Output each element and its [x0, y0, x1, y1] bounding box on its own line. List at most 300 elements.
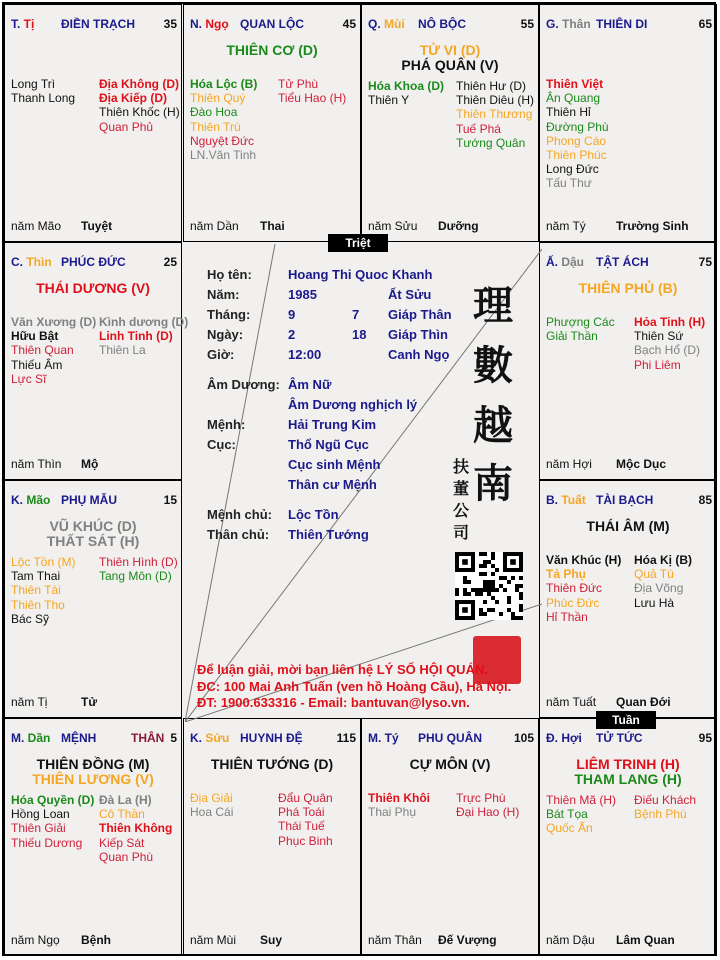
bad-stars-column [99, 77, 180, 134]
qr-module [491, 596, 495, 600]
palace-header [190, 17, 356, 33]
good-stars-column [368, 791, 430, 819]
qr-module [519, 592, 523, 596]
minor-star: Đào Hoa [190, 105, 238, 120]
qr-module [483, 560, 487, 564]
main-star: THÁI ÂM (M) [586, 518, 670, 534]
cuc-note-1: Cục sinh Mệnh [288, 457, 381, 472]
qr-module [483, 600, 487, 604]
minor-star: Nguyệt Đức [190, 133, 255, 148]
truong-sinh-stage: Mộc Dục [616, 457, 667, 471]
calligraphy-logo: 理 [473, 282, 513, 329]
chi-label: Ngọ [205, 17, 229, 31]
minor-star: Thiếu Âm [11, 357, 63, 372]
main-star: THIÊN PHỦ (B) [578, 280, 678, 296]
qr-module [455, 592, 459, 596]
palace-footer [11, 219, 113, 233]
bad-stars-column [99, 555, 178, 583]
chi-label: Dậu [561, 255, 585, 269]
cuc-value: Thổ Ngũ Cục [288, 437, 369, 452]
good-stars-column [11, 77, 75, 105]
truong-sinh-stage: Tử [81, 695, 98, 709]
palace-cell[interactable] [4, 718, 182, 956]
qr-module [463, 576, 467, 580]
minor-star: Địa Võng [634, 581, 684, 596]
thang-label: Tháng: [207, 307, 251, 322]
palace-header [546, 255, 712, 271]
contact-phone-email: ĐT: 1900.633316 - Email: bantuvan@lyso.vn. [197, 695, 470, 710]
am-duong-note: Âm Dương nghịch lý [288, 397, 418, 412]
minor-star: Bạch Hổ (D) [634, 343, 701, 358]
minor-star: Tướng Quân [456, 135, 526, 150]
tieu-han-year: năm Ngọ [11, 933, 60, 947]
qr-module [507, 608, 511, 612]
palace-name: ĐIỀN TRẠCH [61, 17, 135, 31]
minor-star: Điếu Khách [634, 793, 697, 807]
qr-module [519, 596, 523, 600]
palace-name: TẬT ÁCH [596, 255, 649, 269]
qr-module [479, 588, 483, 592]
palace-cell[interactable] [361, 718, 539, 956]
minor-star: Hỏa Tinh (H) [634, 315, 706, 329]
dai-han-number: 55 [520, 17, 534, 31]
can-label: N. [190, 17, 206, 31]
qr-module [511, 612, 515, 616]
palace-name: THIÊN DI [596, 17, 648, 31]
dai-han-number: 25 [163, 255, 177, 269]
than-chu-value: Thiên Tướng [288, 527, 369, 542]
qr-module [462, 559, 468, 565]
palace-cell[interactable] [539, 242, 717, 480]
dai-han-number: 85 [698, 493, 712, 507]
palace-cell[interactable] [539, 718, 717, 956]
truong-sinh-stage: Bệnh [81, 933, 111, 947]
main-stars [540, 757, 716, 787]
minor-star: Thiên Sứ [634, 329, 684, 344]
palace-cell[interactable] [4, 242, 189, 480]
minor-star: Địa Không (D) [99, 77, 179, 91]
minor-star: Phong Cáo [546, 133, 607, 148]
ngay-am: 18 [352, 327, 367, 342]
minor-star: Thiên Y [368, 93, 410, 108]
palace-name: PHU QUÂN [418, 731, 483, 745]
qr-module [479, 564, 483, 568]
tieu-han-year: năm Thân [368, 933, 422, 947]
tuan-marker: Tuần [596, 711, 656, 729]
minor-star: Tiểu Hao (H) [278, 91, 347, 106]
minor-star: LN.Văn Tinh [190, 148, 257, 163]
main-star: TỬ VI (D) [419, 42, 481, 58]
qr-module [519, 604, 523, 608]
good-stars-column [546, 793, 616, 836]
qr-module [483, 572, 487, 576]
palace-header [11, 493, 177, 509]
main-star: THIÊN TƯỚNG (D) [210, 756, 334, 772]
minor-star: Bát Tọa [546, 807, 588, 822]
minor-star: Long Đức [546, 162, 599, 177]
triet-marker: Triệt [328, 234, 388, 252]
chi-label: Dần [27, 731, 51, 745]
palace-name: PHÚC ĐỨC [61, 255, 126, 269]
main-stars [540, 281, 716, 296]
palace-cell[interactable] [4, 480, 182, 718]
minor-star: Quả Tú [634, 567, 674, 582]
minor-star: Phượng Các [546, 315, 615, 329]
minor-star: Trực Phù [456, 791, 506, 805]
menh-label: Mệnh: [207, 417, 246, 432]
good-stars-column [190, 791, 233, 819]
minor-star: Quốc Ấn [546, 821, 593, 836]
minor-star: Tấu Thư [546, 176, 592, 191]
tieu-han-year: năm Mão [11, 219, 62, 233]
minor-star: Giải Thần [546, 329, 598, 344]
qr-module [487, 560, 491, 564]
qr-module [463, 580, 467, 584]
main-star: PHÁ QUÂN (V) [401, 57, 499, 73]
minor-star: Thiên Diêu (H) [456, 93, 535, 108]
bad-stars-column [634, 553, 692, 610]
chi-label: Sửu [205, 731, 230, 745]
palace-footer [368, 219, 479, 233]
minor-star: Thiên Khôi [368, 791, 430, 805]
dai-han-number: 15 [163, 493, 177, 507]
can-label: T. [11, 17, 24, 31]
qr-module [499, 584, 503, 588]
main-stars [184, 43, 360, 58]
cuc-label: Cục: [207, 437, 236, 452]
minor-star: Thiếu Dương [11, 835, 83, 850]
palace-footer [546, 933, 675, 947]
qr-module [491, 564, 495, 568]
minor-star: Hóa Quyền (D) [11, 793, 95, 807]
palace-footer [11, 933, 111, 947]
bad-stars-column [634, 315, 705, 372]
thang-can-chi: Giáp Thân [388, 307, 452, 322]
tieu-han-year: năm Dậu [546, 933, 595, 947]
qr-module [483, 564, 487, 568]
qr-module [510, 559, 516, 565]
minor-star: Tả Phụ [546, 567, 587, 582]
minor-star: Thiên Hình (D) [99, 555, 178, 569]
qr-module [519, 584, 523, 588]
bad-stars-column [99, 793, 172, 864]
minor-star: Bệnh Phù [634, 807, 687, 822]
palace-header [546, 17, 712, 33]
bad-stars-column [634, 793, 696, 821]
can-label: Q. [368, 17, 385, 31]
chi-label: Thân [562, 17, 591, 31]
qr-module [479, 572, 483, 576]
ho-ten-value: Hoang Thi Quoc Khanh [288, 267, 433, 282]
palace-cell[interactable] [183, 718, 361, 956]
main-star: THIÊN LƯƠNG (V) [32, 771, 154, 787]
minor-star: Thiên Tài [11, 583, 61, 598]
palace-header [11, 255, 177, 271]
can-label: B. [546, 493, 562, 507]
minor-star: Quan Phủ [99, 119, 154, 134]
qr-module [455, 588, 459, 592]
minor-star: Thiên Không [99, 821, 173, 836]
palace-header [11, 731, 177, 747]
thang-am: 7 [352, 307, 360, 322]
minor-star: Đại Hao (H) [456, 805, 520, 820]
minor-star: Kiếp Sát [99, 835, 145, 850]
dai-han-number: 45 [342, 17, 356, 31]
palace-cell[interactable] [539, 4, 717, 242]
qr-module [495, 588, 499, 592]
qr-module [519, 616, 523, 620]
qr-module [507, 600, 511, 604]
minor-star: Thiên Mã (H) [546, 793, 617, 807]
minor-star: Địa Giải [190, 791, 233, 805]
dai-han-number: 95 [698, 731, 712, 745]
calligraphy-side: 司 [453, 523, 470, 542]
main-star: CỰ MÔN (V) [409, 756, 491, 772]
minor-star: Thiên Hư (D) [456, 79, 527, 93]
can-label: K. [190, 731, 206, 745]
tieu-han-year: năm Tị [11, 695, 48, 709]
qr-module [519, 576, 523, 580]
palace-cell[interactable] [183, 4, 361, 242]
palace-cell[interactable] [539, 480, 717, 718]
bad-stars-column [456, 79, 534, 150]
qr-module [515, 584, 519, 588]
tieu-han-year: năm Tý [546, 219, 586, 233]
chi-label: Tý [384, 731, 399, 745]
palace-footer [546, 457, 667, 471]
truong-sinh-stage: Đế Vượng [438, 933, 497, 947]
contact-address: ĐC: 100 Mai Anh Tuấn (ven hồ Hoàng Cầu), Hà Nội. [197, 679, 512, 694]
minor-star: Hữu Bật [11, 329, 59, 344]
minor-star: Lực Sĩ [11, 371, 47, 386]
minor-star: Quan Phù [99, 849, 154, 864]
qr-module [491, 556, 495, 560]
palace-header [546, 493, 712, 509]
qr-module [475, 592, 479, 596]
gio-label: Giờ: [207, 347, 235, 362]
minor-star: Thiên Giải [11, 821, 66, 836]
main-star: LIÊM TRINH (H) [576, 756, 680, 772]
menh-chu-value: Lộc Tồn [288, 507, 339, 522]
palace-cell[interactable] [361, 4, 539, 242]
minor-star: Lộc Tồn (M) [11, 555, 76, 569]
qr-module [503, 576, 507, 580]
truong-sinh-stage: Quan Đới [616, 695, 671, 709]
minor-star: Thiên Hỉ [546, 105, 591, 120]
dai-han-number: 75 [698, 255, 712, 269]
qr-module [511, 576, 515, 580]
minor-star: Thanh Long [11, 91, 76, 106]
qr-module [467, 592, 471, 596]
main-stars [5, 519, 181, 549]
qr-module [475, 588, 479, 592]
minor-star: Linh Tinh (D) [99, 329, 173, 344]
minor-star: Hồng Loan [11, 807, 70, 822]
minor-star: Hoa Cái [190, 805, 234, 820]
ngay-value: 2 [288, 327, 296, 342]
main-stars [362, 757, 538, 772]
palace-header [546, 731, 712, 747]
tieu-han-year: năm Sửu [368, 219, 418, 233]
minor-star: Địa Kiếp (D) [99, 91, 168, 106]
minor-star: Phúc Đức [546, 595, 600, 610]
minor-star: Đẩu Quân [278, 791, 333, 805]
chi-label: Tị [23, 17, 35, 31]
minor-star: Phá Toái [278, 805, 325, 820]
minor-star: Thiên Khốc (H) [99, 105, 180, 120]
qr-module [483, 580, 495, 592]
minor-star: Lưu Hà [634, 595, 675, 610]
qr-module [511, 616, 515, 620]
calligraphy-side: 公 [453, 501, 470, 520]
qr-module [499, 576, 503, 580]
chi-label: Mùi [384, 17, 405, 31]
main-stars [362, 43, 538, 73]
qr-module [507, 596, 511, 600]
main-star: VŨ KHÚC (D) [49, 518, 137, 534]
minor-star: Thiên Thương [456, 107, 533, 122]
minor-star: Thiên Thọ [11, 597, 65, 612]
chi-label: Mão [26, 493, 51, 507]
good-stars-column [546, 315, 615, 343]
tieu-han-year: năm Mùi [190, 933, 237, 947]
qr-module [479, 612, 483, 616]
tieu-han-year: năm Dần [190, 219, 239, 233]
palace-footer [190, 219, 285, 233]
menh-chu-label: Mệnh chủ: [207, 507, 272, 522]
qr-module [507, 580, 511, 584]
qr-module [495, 568, 499, 572]
minor-star: Thiên Trù [190, 119, 241, 134]
qr-module [462, 607, 468, 613]
minor-star: Văn Xương (D) [11, 315, 97, 329]
main-star: THIÊN ĐỒNG (M) [36, 756, 150, 772]
good-stars-column [190, 77, 257, 162]
qr-module [479, 552, 483, 556]
minor-star: Tam Thai [11, 569, 61, 584]
qr-module [479, 592, 483, 596]
can-label: C. [11, 255, 27, 269]
truong-sinh-stage: Trường Sinh [616, 219, 689, 233]
nam-label: Năm: [207, 287, 240, 302]
minor-star: Tuế Phá [456, 121, 501, 136]
calligraphy-logo: 數 [473, 342, 513, 389]
truong-sinh-stage: Thai [260, 219, 285, 233]
palace-name: HUYNH ĐỆ [240, 731, 303, 745]
nam-value: 1985 [288, 287, 317, 302]
good-stars-column [11, 315, 96, 386]
calligraphy-side: 董 [453, 479, 470, 498]
menh-value: Hải Trung Kim [288, 417, 377, 432]
palace-name: MỆNH [61, 731, 97, 745]
palace-header [368, 17, 534, 33]
qr-module [491, 552, 495, 556]
qr-code[interactable] [455, 552, 523, 620]
palace-name: TỬ TỨC [596, 731, 643, 745]
minor-star: Thiên Quan [11, 343, 74, 358]
palace-name: PHỤ MẪU [61, 493, 117, 507]
minor-star: Thai Phụ [368, 805, 417, 820]
minor-star: Cô Thần [99, 807, 145, 822]
qr-module [503, 588, 507, 592]
contact-line-1: Để luận giải, mời bạn liên hệ LÝ SỐ HỘI QUÁN. [197, 662, 488, 677]
gio-value: 12:00 [288, 347, 322, 362]
can-label: M. [11, 731, 28, 745]
qr-module [463, 592, 467, 596]
ho-ten-label: Họ tên: [207, 267, 252, 282]
minor-star: Hóa Kị (B) [634, 553, 692, 567]
truong-sinh-stage: Dưỡng [438, 219, 479, 233]
palace-footer [190, 933, 283, 947]
ngay-can-chi: Giáp Thìn [388, 327, 448, 342]
tieu-han-year: năm Hợi [546, 457, 592, 471]
qr-module [483, 552, 487, 556]
qr-module [491, 572, 495, 576]
minor-star: Hóa Lộc (B) [190, 77, 258, 91]
than-marker: THÂN [131, 731, 165, 745]
good-stars-column [368, 79, 444, 107]
minor-star: Ân Quang [546, 91, 601, 106]
truong-sinh-stage: Mộ [81, 457, 99, 471]
good-stars-column [11, 555, 75, 626]
bad-stars-column [99, 315, 188, 358]
can-label: Ấ. [546, 255, 562, 269]
can-label: M. [368, 731, 385, 745]
minor-star: Thiên Phúc [546, 148, 607, 163]
good-stars-column [11, 793, 94, 850]
main-stars [5, 281, 181, 296]
minor-star: Phi Liêm [634, 357, 681, 372]
center-info-panel [185, 244, 542, 722]
truong-sinh-stage: Lâm Quan [616, 933, 675, 947]
palace-name: NÔ BỘC [418, 17, 466, 31]
minor-star: Thiên Quý [190, 91, 246, 106]
minor-star: Thiên Việt [546, 77, 604, 91]
palace-header [11, 17, 177, 33]
palace-cell[interactable] [4, 4, 182, 242]
main-star: THÁI DƯƠNG (V) [36, 280, 150, 296]
palace-name: TÀI BẠCH [596, 493, 654, 507]
truong-sinh-stage: Suy [260, 933, 283, 947]
qr-module [471, 588, 475, 592]
qr-module [479, 608, 483, 612]
main-star: THẤT SÁT (H) [46, 533, 140, 549]
qr-module [487, 592, 491, 596]
good-stars-column [546, 553, 621, 624]
minor-star: Văn Khúc (H) [546, 553, 622, 567]
tu-vi-chart [2, 2, 716, 956]
minor-star: Hỉ Thần [546, 609, 588, 624]
main-star: THIÊN CƠ (D) [226, 42, 318, 58]
gio-can-chi: Canh Ngọ [388, 347, 450, 362]
main-stars [5, 757, 181, 787]
main-stars [540, 519, 716, 534]
good-stars-column [546, 77, 609, 191]
minor-star: Tử Phù [278, 77, 319, 91]
palace-header [368, 731, 534, 747]
minor-star: Thiên La [99, 343, 146, 358]
qr-module [467, 580, 471, 584]
palace-footer [11, 695, 98, 709]
tieu-han-year: năm Tuất [546, 695, 597, 709]
can-label: G. [546, 17, 563, 31]
dai-han-number: 5 [170, 731, 177, 745]
dai-han-number: 105 [513, 731, 534, 745]
ngay-label: Ngày: [207, 327, 244, 342]
palace-footer [546, 695, 671, 709]
minor-star: Hóa Khoa (D) [368, 79, 444, 93]
dai-han-number: 115 [336, 731, 356, 745]
